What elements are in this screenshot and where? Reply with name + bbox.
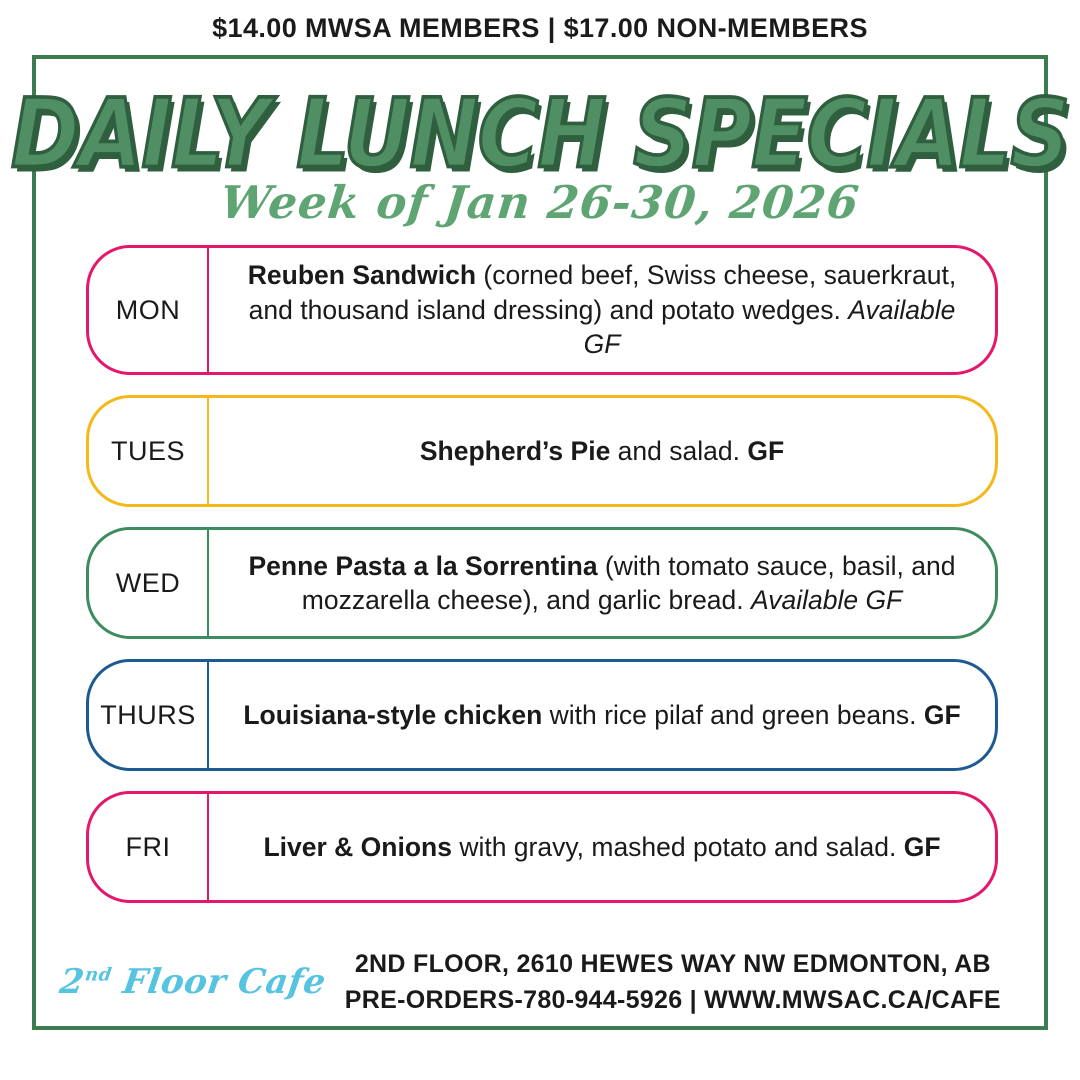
dish-detail: (corned beef, Swiss cheese, sauerkraut, and thousand island dressing) and potato wedges. — [248, 260, 957, 325]
day-label: FRI — [89, 794, 209, 900]
cafe-logo — [57, 962, 328, 1002]
logo-superscript: nd — [83, 964, 114, 986]
list-item — [86, 395, 998, 507]
logo-prefix: 2 — [57, 961, 87, 1002]
footer — [57, 946, 1020, 1019]
dish-name: Penne Pasta a la Sorrentina — [248, 550, 598, 581]
dish-note: Available GF — [583, 294, 956, 360]
dish-detail: with rice pilaf and green beans. — [542, 699, 924, 730]
specials-list — [86, 245, 998, 923]
list-item — [86, 791, 998, 903]
dish-detail: with gravy, mashed potato and salad. — [451, 831, 904, 862]
dish-detail: (with tomato sauce, basil, and mozzarella cheese), and garlic bread. — [301, 550, 956, 615]
special-description — [209, 248, 995, 372]
day-label: TUES — [89, 398, 209, 504]
dish-detail: and salad. — [610, 435, 748, 466]
dish-note: GF — [923, 699, 961, 730]
dish-note: Available GF — [751, 585, 903, 615]
dish-name: Louisiana-style chicken — [243, 699, 543, 730]
price-banner: $14.00 MWSA MEMBERS | $17.00 NON-MEMBERS — [212, 12, 868, 43]
special-description — [209, 662, 995, 768]
special-description — [209, 794, 995, 900]
dish-name: Reuben Sandwich — [247, 260, 477, 291]
address-line: 2ND FLOOR, 2610 HEWES WAY NW EDMONTON, AB — [354, 949, 991, 978]
dish-note: GF — [747, 435, 785, 466]
dish-name: Shepherd’s Pie — [419, 435, 611, 466]
list-item — [86, 527, 998, 639]
dish-note: GF — [903, 831, 941, 862]
day-label: THURS — [89, 662, 209, 768]
special-description — [209, 398, 995, 504]
contact-line: PRE-ORDERS-780-944-5926 | WWW.MWSAC.CA/CAFE — [344, 985, 1001, 1014]
week-subtitle: Week of Jan 26-30, 2026 — [218, 176, 862, 229]
footer-contact-block — [326, 946, 1020, 1019]
page-title: DAILY LUNCH SPECIALS — [10, 80, 1070, 190]
logo-rest: Floor Cafe — [108, 961, 329, 1002]
dish-name: Liver & Onions — [263, 831, 452, 862]
list-item — [86, 245, 998, 375]
day-label: WED — [89, 530, 209, 636]
special-description — [209, 530, 995, 636]
list-item — [86, 659, 998, 771]
day-label: MON — [89, 248, 209, 372]
